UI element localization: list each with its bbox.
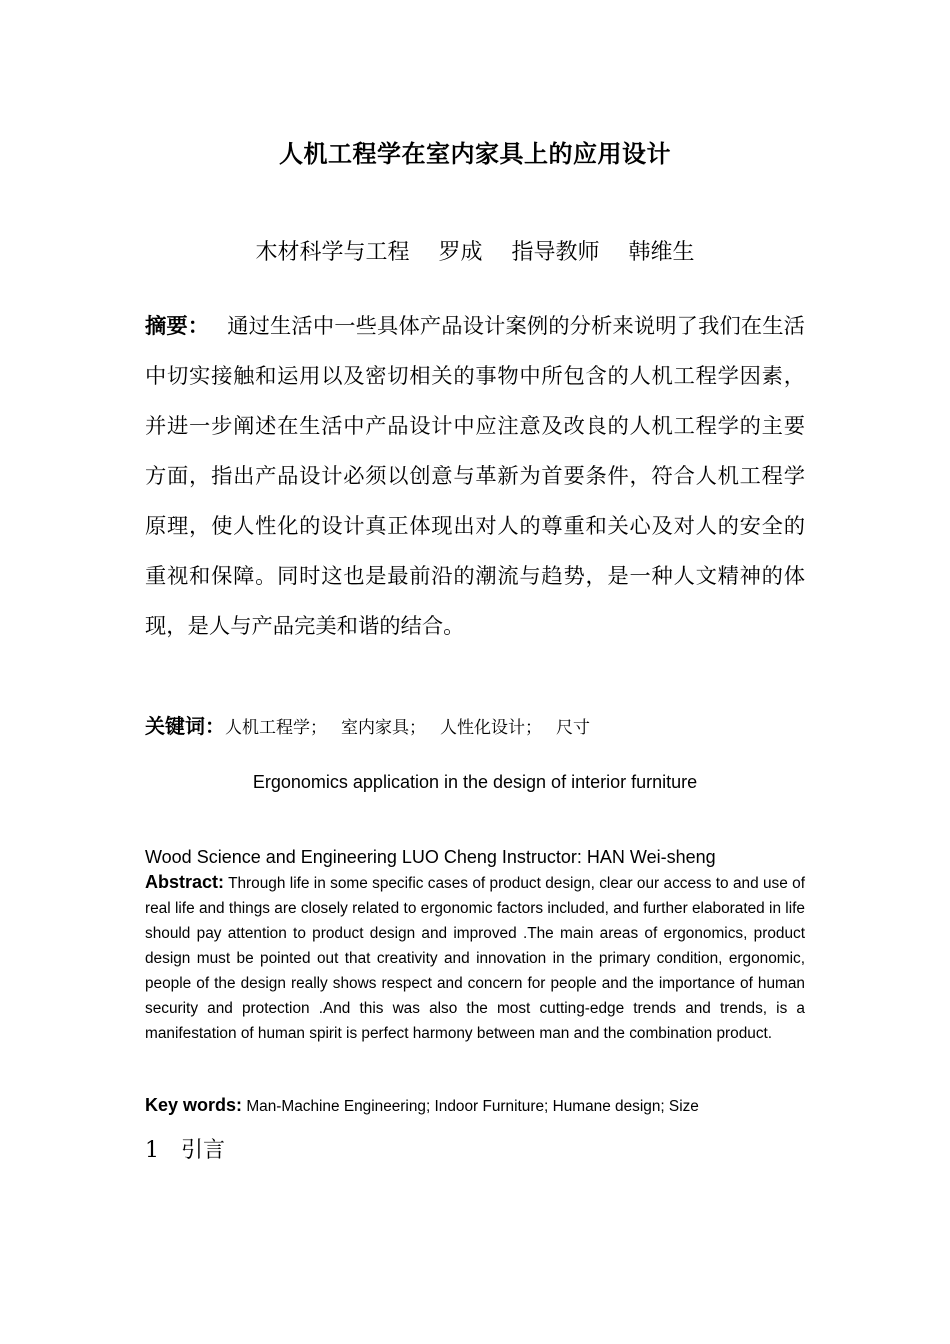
abstract-cn <box>145 302 805 652</box>
advisor-name: 韩维生 <box>628 240 695 265</box>
abstract-en <box>145 870 805 1046</box>
keywords-cn <box>145 710 604 739</box>
abstract-cn-label: 摘要： <box>145 314 210 339</box>
author-name: 罗成 <box>438 240 483 265</box>
paper-title-cn: 人机工程学在室内家具上的应用设计 <box>279 140 671 168</box>
keyword-cn-item: 尺寸 <box>556 718 590 738</box>
abstract-cn-text: 通过生活中一些具体产品设计案例的分析来说明了我们在生活中切实接触和运用以及密切相关的事物中所包含的人机工程学因素，并进一步阐述在生活中产品设计中应注意及改良的人机工程学的主要方面，指出产品设计必须以创意与革新为首要条件，符合人机工程学原理，使人性化的设计真正体现出对人的尊重和关心及对人的安全的重视和保障。同时这也是最前沿的潮流与趋势，是一种人文精神的体现，是人与产品完美和谐的结合。 <box>145 314 805 639</box>
author-line-en: Wood Science and Engineering LUO Cheng Instructor: HAN Wei-sheng <box>145 847 716 867</box>
author-line-cn <box>0 235 950 266</box>
keywords-en <box>145 1095 699 1116</box>
keywords-en-label: Key words: <box>145 1095 243 1115</box>
abstract-en-label: Abstract: <box>145 872 225 892</box>
author-major: 木材科学与工程 <box>255 240 410 265</box>
section-heading <box>145 1133 225 1164</box>
keyword-cn-item: 人机工程学； <box>225 718 327 738</box>
abstract-en-text: Through life in some specific cases of product design, clear our access to and use of real life and things are closely related to ergonomic factors included, and further elaborated in life should pay attention to product design and improved .The main areas of ergonomics, product design must be pointed out that creativity and innovation in the primary condition, ergonomic, people of the design really shows respect and concern for people and the importance of human security and protection .And this was also the most cutting-edge trends and trends, is a manifestation of human spirit is perfect harmony between man and the combination product. <box>145 875 805 1042</box>
keywords-cn-label: 关键词： <box>145 714 225 738</box>
keyword-cn-item: 室内家具； <box>341 718 426 738</box>
advisor-label: 指导教师 <box>511 240 600 265</box>
section-title: 引言 <box>181 1138 226 1163</box>
paper-title-en: Ergonomics application in the design of interior furniture <box>252 772 698 792</box>
keywords-en-text: Man-Machine Engineering; Indoor Furniture; Humane design; Size <box>246 1098 699 1115</box>
keyword-cn-item: 人性化设计； <box>440 718 542 738</box>
section-number: 1 <box>145 1138 159 1163</box>
